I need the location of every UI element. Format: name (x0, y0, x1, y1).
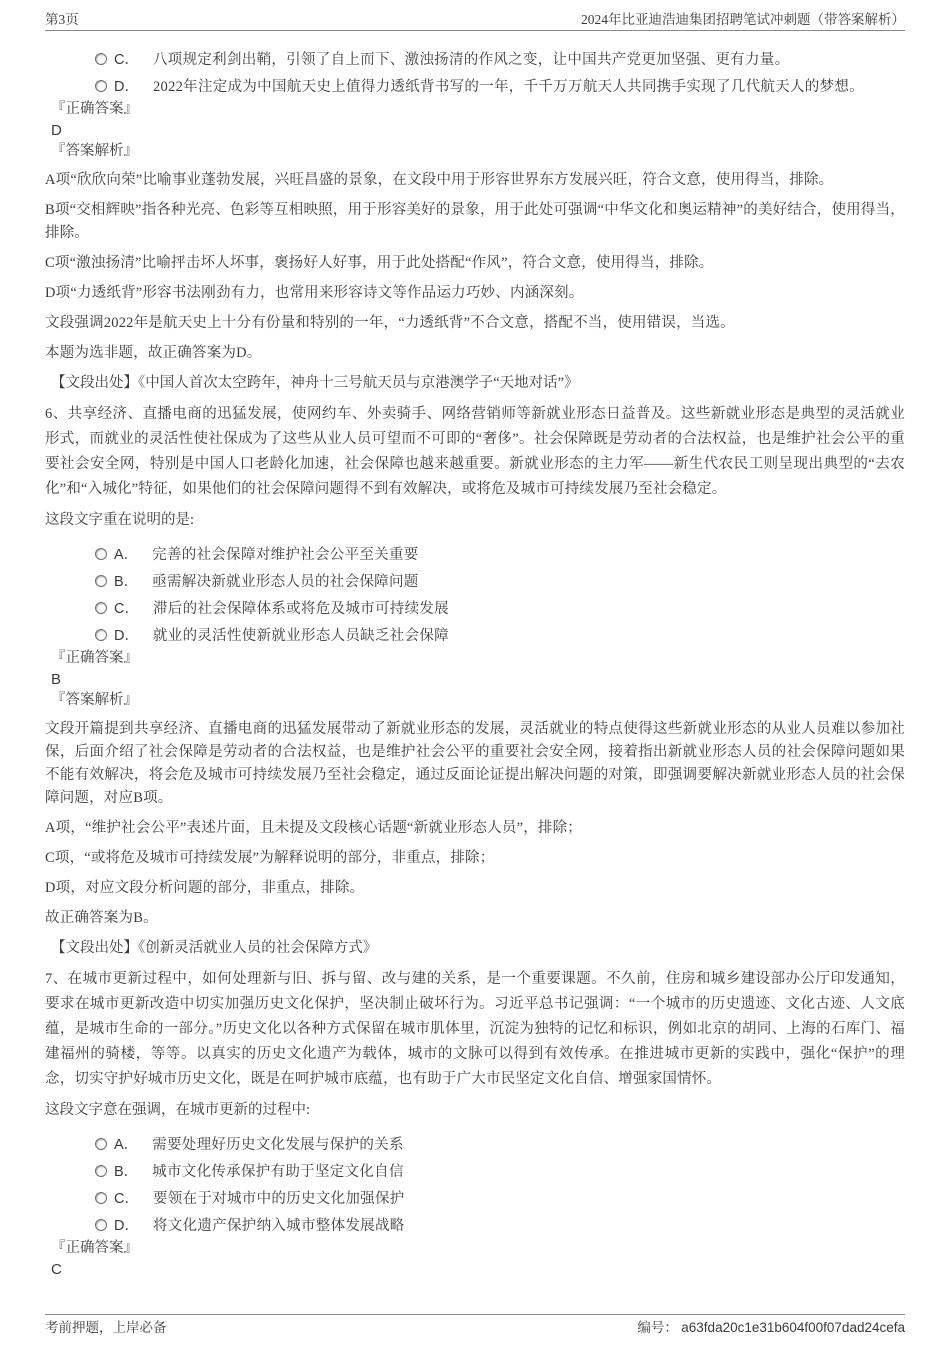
option-text: 城市文化传承保护有助于坚定文化自信 (152, 1164, 404, 1180)
analysis-paragraph: C项“激浊扬清”比喻抨击坏人坏事，褒扬好人好事，用于此处搭配“作风”，符合文意，使用得当，排除。 (45, 255, 714, 271)
document-title: 2024年比亚迪浩迪集团招聘笔试冲刺题（带答案解析） (581, 12, 905, 27)
option-text: 要领在于对城市中的历史文化加强保护 (152, 1191, 405, 1207)
option-text: 八项规定利剑出鞘，引领了自上而下、激浊扬清的作风之变，让中国共产党更加坚强、更有力量。 (152, 52, 790, 68)
page-content (45, 31, 905, 1280)
option-letter: C． (114, 601, 139, 617)
option-letter: B． (114, 1164, 139, 1180)
radio-button-icon[interactable] (95, 53, 107, 65)
source-note: 【文段出处】《中国人首次太空跨年，神舟十三号航天员与京港澳学子“天地对话”》 (51, 375, 579, 391)
option-row-q7-c[interactable] (95, 1184, 905, 1211)
option-letter: D． (114, 1218, 139, 1234)
radio-button-icon[interactable] (95, 1192, 107, 1204)
page-header (45, 0, 905, 31)
analysis-paragraph: D项“力透纸背”形容书法刚劲有力，也常用来形容诗文等作品运力巧妙、内涵深刻。 (45, 285, 584, 301)
analysis-paragraph: 文段强调2022年是航天史上十分有份量和特别的一年，“力透纸背”不合文意，搭配不当，使用错误，当选。 (45, 315, 735, 331)
analysis-paragraph: C项，“或将危及城市可持续发展”为解释说明的部分，非重点，排除； (45, 850, 495, 866)
option-letter: D． (114, 628, 139, 644)
analysis-paragraph: D项，对应文段分析问题的部分，非重点，排除。 (45, 880, 365, 896)
analysis-paragraph: A项“欣欣向荣”比喻事业蓬勃发展，兴旺昌盛的景象，在文段中用于形容世界东方发展兴旺，符合文意，使用得当，排除。 (45, 172, 834, 188)
option-row-q5-d[interactable] (95, 72, 905, 99)
answer-value: C (51, 1261, 62, 1278)
page-footer (45, 1314, 905, 1336)
radio-button-icon[interactable] (95, 80, 107, 92)
option-row-q6-b[interactable] (95, 567, 905, 594)
option-row-q7-a[interactable] (95, 1130, 905, 1157)
question-stem-q7: 7、在城市更新过程中，如何处理新与旧、拆与留、改与建的关系，是一个重要课题。不久前，住房和城乡建设部办公厅印发通知，要求在城市更新改造中切实加强历史文化保护，坚决制止破坏行为。习近平总书记强调：“一个城市的历史遗迹、文化古迹、人文底蕴，是城市生命的一部分。”历史文化以各种方式保留在城市肌体里，沉淀为独特的记忆和标识，例如北京的胡同、上海的石库门、福建福州的骑楼，等等。以真实的历史文化遗产为载体，城市的文脉可以得到有效传承。在推进城市更新的实践中，强化“保护”的理念，切实守护好城市历史文化，既是在呵护城市底蕴，也有助于广大市民坚定文化自信、增强家国情怀。 (45, 971, 905, 1087)
radio-button-icon[interactable] (95, 1165, 107, 1177)
analysis-paragraph: B项“交相辉映”指各种光亮、色彩等互相映照，用于形容美好的景象，用于此处可强调“中华文化和奥运精神”的美好结合，使用得当，排除。 (45, 202, 905, 241)
option-letter: C． (114, 52, 139, 68)
footer-slogan: 考前押题，上岸必备 (45, 1320, 167, 1335)
option-letter: A． (114, 1137, 139, 1153)
footer-serial-value: a63fda20c1e31b604f00f07dad24cefa (681, 1320, 905, 1335)
option-letter: D． (114, 79, 139, 95)
analysis-paragraph: 本题为选非题，故正确答案为D。 (45, 345, 262, 361)
question-prompt-q7: 这段文字意在强调，在城市更新的过程中: (45, 1102, 311, 1118)
option-letter: A． (114, 547, 139, 563)
option-text: 完善的社会保障对维护社会公平至关重要 (152, 547, 419, 563)
answer-value: D (51, 122, 62, 139)
option-letter: B． (114, 574, 139, 590)
option-row-q6-d[interactable] (95, 621, 905, 648)
radio-button-icon[interactable] (95, 602, 107, 614)
q7-options (45, 1130, 905, 1238)
analysis-label: 『答案解析』 (51, 692, 138, 708)
analysis-paragraph: 文段开篇提到共享经济、直播电商的迅猛发展带动了新就业形态的发展，灵活就业的特点使得这些新就业形态的从业人员难以参加社保，后面介绍了社会保障是劳动者的合法权益，也是维护社会公平的重要社会安全网，接着指出新就业形态人员的社会保障问题如果不能有效解决，将会危及城市可持续发展乃至社会稳定，通过反面论证提出解决问题的对策，即强调要解决新就业形态人员的社会保障问题，对应B项。 (45, 721, 905, 806)
option-text: 滞后的社会保障体系或将危及城市可持续发展 (152, 601, 449, 617)
option-row-q7-b[interactable] (95, 1157, 905, 1184)
analysis-paragraph: A项，“维护社会公平”表述片面，且未提及文段核心话题“新就业形态人员”，排除； (45, 820, 583, 836)
option-text: 亟需解决新就业形态人员的社会保障问题 (152, 574, 419, 590)
option-text: 将文化遗产保护纳入城市整体发展战略 (152, 1218, 405, 1234)
option-text: 2022年注定成为中国航天史上值得力透纸背书写的一年，千千万万航天人共同携手实现了几代航天人的梦想。 (152, 79, 864, 95)
radio-button-icon[interactable] (95, 548, 107, 560)
option-row-q6-a[interactable] (95, 540, 905, 567)
analysis-paragraph: 故正确答案为B。 (45, 910, 158, 926)
radio-button-icon[interactable] (95, 1138, 107, 1150)
answer-label: 『正确答案』 (51, 650, 138, 666)
question-prompt-q6: 这段文字重在说明的是: (45, 512, 195, 528)
source-note: 【文段出处】《创新灵活就业人员的社会保障方式》 (51, 940, 378, 956)
answer-label: 『正确答案』 (51, 101, 138, 117)
analysis-label: 『答案解析』 (51, 143, 138, 159)
answer-label: 『正确答案』 (51, 1240, 138, 1256)
q6-options (45, 540, 905, 648)
option-row-q6-c[interactable] (95, 594, 905, 621)
option-letter: C． (114, 1191, 139, 1207)
page-number: 第3页 (45, 12, 79, 27)
footer-serial (637, 1320, 905, 1336)
option-row-q7-d[interactable] (95, 1211, 905, 1238)
option-text: 就业的灵活性使新就业形态人员缺乏社会保障 (152, 628, 449, 644)
radio-button-icon[interactable] (95, 575, 107, 587)
answer-value: B (51, 671, 62, 688)
option-row-q5-c[interactable] (95, 45, 905, 72)
q5-options (45, 45, 905, 99)
radio-button-icon[interactable] (95, 1219, 107, 1231)
footer-serial-label: 编号： (637, 1320, 678, 1335)
radio-button-icon[interactable] (95, 629, 107, 641)
option-text: 需要处理好历史文化发展与保护的关系 (152, 1137, 404, 1153)
question-stem-q6: 6、共享经济、直播电商的迅猛发展，使网约车、外卖骑手、网络营销师等新就业形态日益普及。这些新就业形态是典型的灵活就业形式，而就业的灵活性使社保成为了这些从业人员可望而不可即的“奢侈”。社会保障既是劳动者的合法权益，也是维护社会公平的重要社会安全网，特别是中国人口老龄化加速，社会保障也越来越重要。新就业形态的主力军——新生代农民工则呈现出典型的“去农化”和“入城化”特征，如果他们的社会保障问题得不到有效解决，或将危及城市可持续发展乃至社会稳定。 (45, 406, 905, 497)
